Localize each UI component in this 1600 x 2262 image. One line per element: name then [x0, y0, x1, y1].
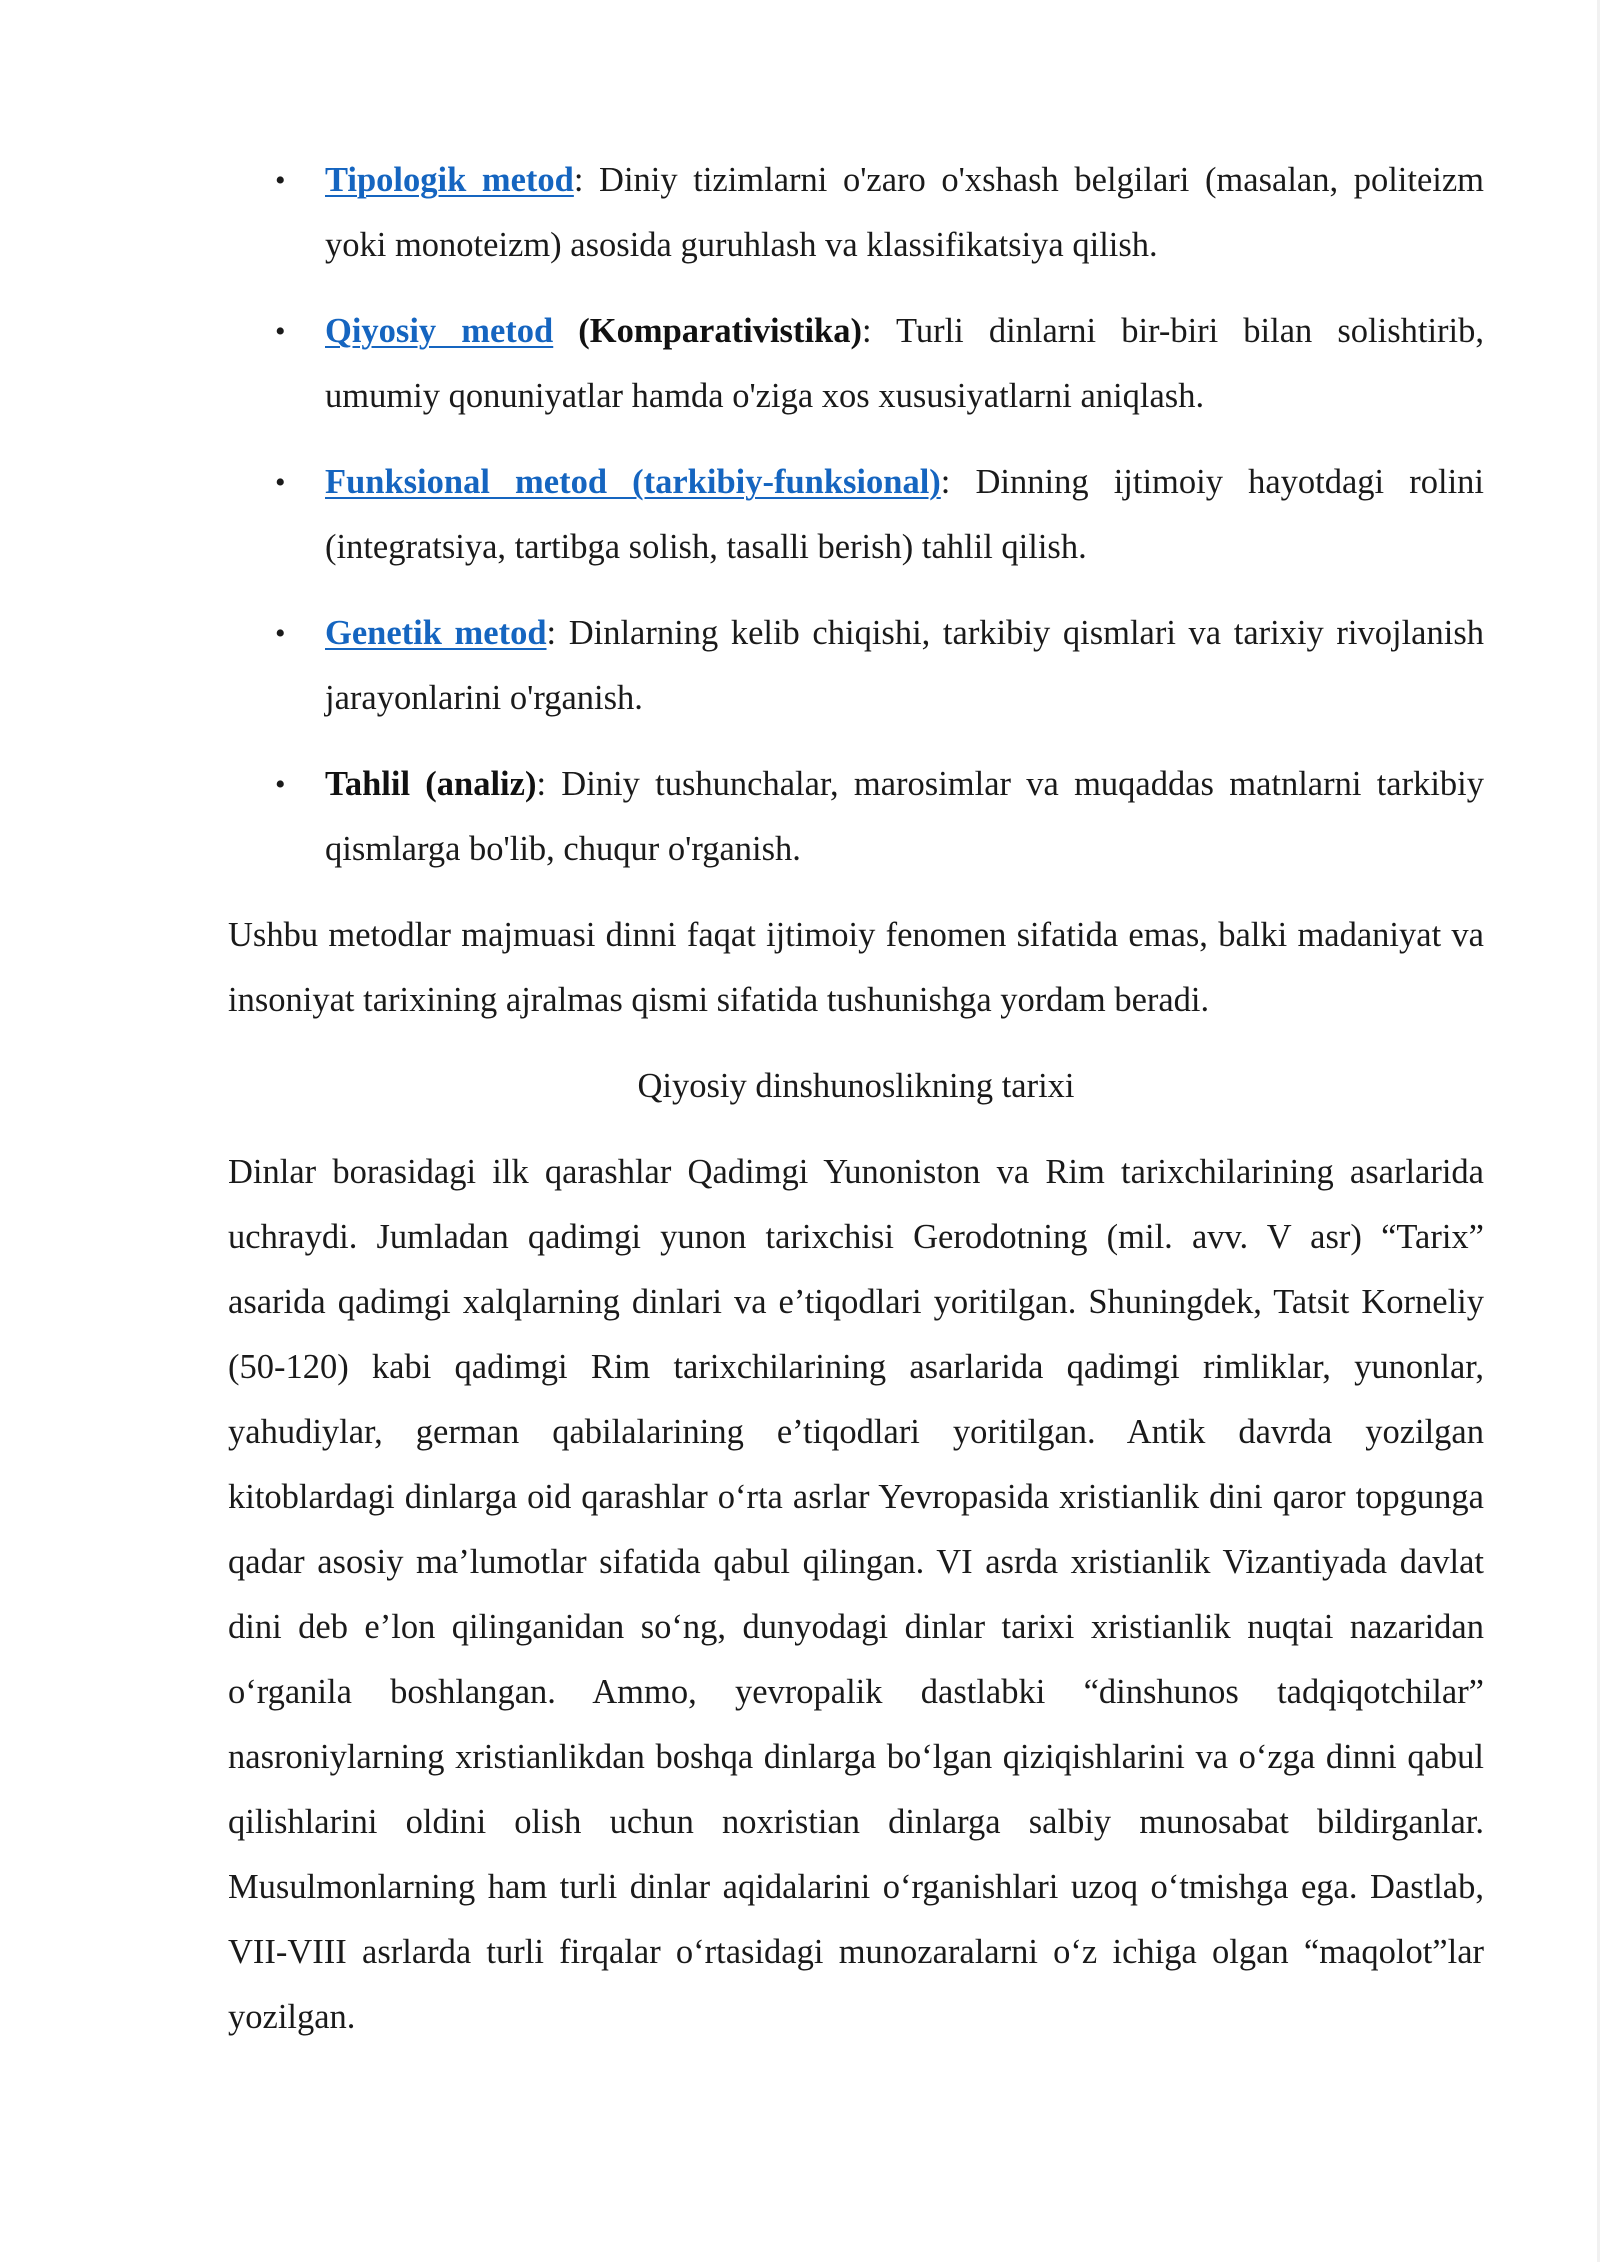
list-item-description: : Dinlarning kelib chiqishi, tarkibiy qismlari va tarixiy rivojlanish jarayonlarini o'rganish.: [325, 614, 1484, 717]
bullet-icon: •: [275, 315, 286, 348]
methods-list: [228, 148, 1484, 882]
genetik-metod-link[interactable]: Genetik metod: [325, 614, 547, 652]
bullet-icon: •: [275, 164, 286, 197]
list-item-term-extra: (Komparativistika): [553, 312, 862, 350]
section-heading: Qiyosiy dinshunoslikning tarixi: [637, 1067, 1075, 1105]
list-item-description: : Diniy tizimlarni o'zaro o'xshash belgilari (masalan, politeizm yoki monoteizm) asosida guruhlash va klassifikatsiya qilish.: [325, 161, 1484, 264]
list-item: [228, 299, 1484, 429]
tipologik-metod-link[interactable]: Tipologik metod: [325, 161, 574, 199]
bullet-icon: •: [275, 617, 286, 650]
list-item-description: : Turli dinlarni bir-biri bilan solishtirib, umumiy qonuniyatlar hamda o'ziga xos xususiyatlarni aniqlash.: [325, 312, 1484, 415]
summary-paragraph: Ushbu metodlar majmuasi dinni faqat ijtimoiy fenomen sifatida emas, balki madaniyat va insoniyat tarixining ajralmas qismi sifatida tushunishga yordam beradi.: [228, 916, 1484, 1019]
history-paragraph: Dinlar borasidagi ilk qarashlar Qadimgi Yunoniston va Rim tarixchilarining asarlarida uchraydi. Jumladan qadimgi yunon tarixchisi Gerodotning (mil. avv. V asr) “Tarix” asarida qadimgi xalqlarning dinlari va e’tiqodlari yoritilgan. Shuningdek, Tatsit Korneliy (50-120) kabi qadimgi Rim tarixchilarining asarlarida qadimgi rimliklar, yunonlar, yahudiylar, german qabilalarining e’tiqodlari yoritilgan. Antik davrda yozilgan kitoblardagi dinlarga oid qarashlar o‘rta asrlar Yevropasida xristianlik dini qaror topgunga qadar asosiy ma’lumotlar sifatida qabul qilingan. VI asrda xristianlik Vizantiyada davlat dini deb e’lon qilinganidan so‘ng, dunyodagi dinlar tarixi xristianlik nuqtai nazaridan o‘rganila boshlangan. Ammo, yevropalik dastlabki “dinshunos tadqiqotchilar” nasroniylarning xristianlikdan boshqa dinlarga bo‘lgan qiziqishlarini va o‘zga dinni qabul qilishlarini oldini olish uchun noxristian dinlarga salbiy munosabat bildirganlar. Musulmonlarning ham turli dinlar aqidalarini o‘rganishlari uzoq o‘tmishga ega. Dastlab, VII-VIII asrlarda turli firqalar o‘rtasidagi munozaralarni o‘z ichiga olgan “maqolot”lar yozilgan.: [228, 1153, 1484, 2036]
bullet-icon: •: [275, 768, 286, 801]
list-item: [228, 752, 1484, 882]
list-item: [228, 601, 1484, 731]
qiyosiy-metod-link[interactable]: Qiyosiy metod: [325, 312, 554, 350]
bullet-icon: •: [275, 466, 286, 499]
list-item-description: : Dinning ijtimoiy hayotdagi rolini (integratsiya, tartibga solish, tasalli berish) tahlil qilish.: [325, 463, 1484, 566]
document-body: [228, 148, 1484, 2071]
list-item: [228, 148, 1484, 278]
list-item: [228, 450, 1484, 580]
funksional-metod-link[interactable]: Funksional metod (tarkibiy-funksional): [325, 463, 941, 501]
list-item-description: : Diniy tushunchalar, marosimlar va muqaddas matnlarni tarkibiy qismlarga bo'lib, chuqur o'rganish.: [325, 765, 1484, 868]
tahlil-term: Tahlil (analiz): [325, 765, 537, 803]
